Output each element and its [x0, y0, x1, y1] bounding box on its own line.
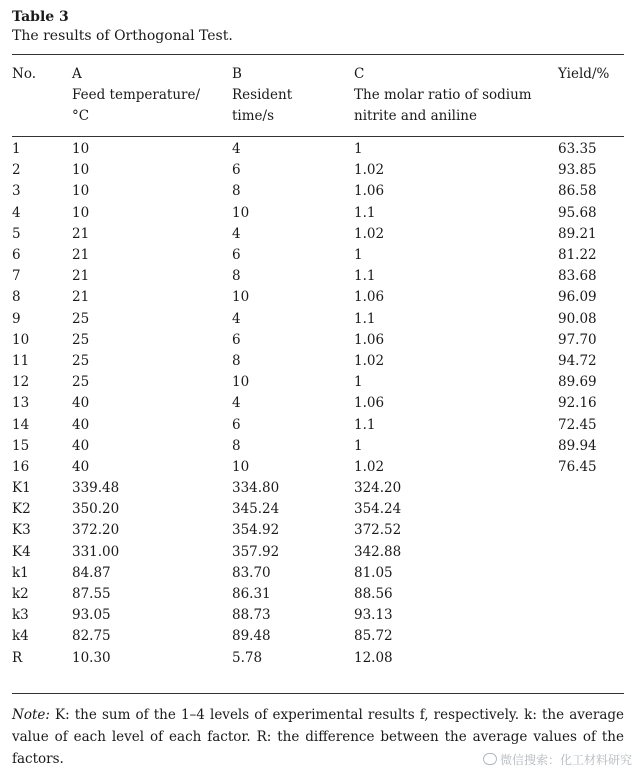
cell-b: 354.92 [232, 522, 280, 539]
cell-b: 6 [232, 416, 241, 433]
note-text: K: the sum of the 1–4 levels of experimental results f, respectively. k: the average value of each level of each factor. R: the difference between the average values of the factors. [12, 707, 624, 767]
cell-a: 25 [72, 374, 90, 391]
cell-c: 1.02 [354, 225, 385, 242]
cell-c: 12.08 [354, 649, 393, 666]
table-row [12, 266, 624, 287]
cell-c: 342.88 [354, 543, 402, 560]
cell-b: 6 [232, 331, 241, 348]
cell-no: 14 [12, 416, 30, 433]
table-row [12, 372, 624, 393]
table-caption [12, 8, 233, 46]
cell-a: 10.30 [72, 649, 111, 666]
cell-yield: 93.85 [558, 162, 597, 179]
cell-a: 40 [72, 395, 90, 412]
table-title: The results of Orthogonal Test. [12, 28, 233, 44]
cell-a: 82.75 [72, 628, 111, 645]
top-rule [12, 54, 624, 55]
cell-b: 8 [232, 268, 241, 285]
table-row [12, 605, 624, 626]
table-row [12, 563, 624, 584]
cell-yield: 89.21 [558, 225, 597, 242]
cell-no: 2 [12, 162, 21, 179]
cell-yield: 81.22 [558, 247, 597, 264]
cell-no: 10 [12, 331, 30, 348]
cell-b: 5.78 [232, 649, 263, 666]
cell-c: 1.06 [354, 395, 385, 412]
cell-yield [558, 584, 624, 605]
cell-yield: 94.72 [558, 352, 597, 369]
cell-b: 357.92 [232, 543, 280, 560]
cell-b: 83.70 [232, 564, 271, 581]
cell-a: 10 [72, 183, 90, 200]
cell-no: k2 [12, 586, 29, 603]
orthogonal-test-table [12, 64, 624, 669]
cell-c: 88.56 [354, 586, 393, 603]
cell-no: 8 [12, 289, 21, 306]
cell-c: 1.06 [354, 289, 385, 306]
bottom-rule [12, 693, 624, 694]
cell-b: 89.48 [232, 628, 271, 645]
cell-a: 87.55 [72, 586, 111, 603]
cell-a: 372.20 [72, 522, 120, 539]
table-label: Table 3 [12, 9, 69, 25]
cell-no: K4 [12, 543, 31, 560]
cell-no: 9 [12, 310, 21, 327]
cell-c: 1 [354, 247, 363, 264]
cell-c: 1 [354, 374, 363, 391]
cell-yield: 72.45 [558, 416, 597, 433]
cell-c: 85.72 [354, 628, 393, 645]
table-row [12, 626, 624, 647]
cell-no: K3 [12, 522, 31, 539]
cell-c: 93.13 [354, 607, 393, 624]
cell-no: K1 [12, 480, 31, 497]
cell-a: 21 [72, 289, 90, 306]
table-row [12, 584, 624, 605]
cell-b: 345.24 [232, 501, 280, 518]
cell-yield [558, 520, 624, 541]
table-row [12, 309, 624, 330]
cell-b: 4 [232, 310, 241, 327]
cell-no: 6 [12, 247, 21, 264]
watermark-text: 微信搜索：化工材料研究 [499, 753, 632, 767]
cell-no: 11 [12, 352, 30, 369]
cell-c: 354.24 [354, 501, 402, 518]
cell-yield [558, 542, 624, 563]
table-row [12, 520, 624, 541]
cell-yield: 96.09 [558, 289, 597, 306]
cell-a: 40 [72, 416, 90, 433]
cell-c: 1.1 [354, 268, 376, 285]
cell-b: 10 [232, 374, 250, 391]
cell-c: 1.06 [354, 183, 385, 200]
cell-b: 334.80 [232, 480, 280, 497]
cell-a: 350.20 [72, 501, 120, 518]
cell-yield [558, 563, 624, 584]
cell-yield: 86.58 [558, 183, 597, 200]
cell-a: 10 [72, 162, 90, 179]
cell-a: 10 [72, 204, 90, 221]
table-row [12, 478, 624, 499]
cell-c: 1.02 [354, 458, 385, 475]
table-row [12, 330, 624, 351]
header-b: B Resident time/s [232, 66, 293, 124]
cell-c: 1.06 [354, 331, 385, 348]
cell-b: 8 [232, 352, 241, 369]
table-row [12, 351, 624, 372]
cell-yield [558, 605, 624, 626]
table-body [12, 127, 624, 669]
table-row [12, 224, 624, 245]
table-row [12, 181, 624, 202]
cell-a: 21 [72, 225, 90, 242]
cell-c: 81.05 [354, 564, 393, 581]
cell-a: 21 [72, 247, 90, 264]
header-no: No. [12, 66, 36, 82]
cell-no: 5 [12, 225, 21, 242]
cell-c: 1.02 [354, 352, 385, 369]
cell-yield [558, 478, 624, 499]
cell-no: R [12, 649, 23, 666]
cell-no: 15 [12, 437, 30, 454]
table-row [12, 160, 624, 181]
header-a: A Feed temperature/ °C [72, 66, 200, 124]
cell-a: 84.87 [72, 564, 111, 581]
cell-c: 1.1 [354, 204, 376, 221]
table-row [12, 457, 624, 478]
cell-yield: 63.35 [558, 141, 597, 158]
cell-c: 1.1 [354, 416, 376, 433]
cell-b: 4 [232, 141, 241, 158]
cell-no: k4 [12, 628, 29, 645]
cell-a: 93.05 [72, 607, 111, 624]
cell-yield: 95.68 [558, 204, 597, 221]
table-row [12, 245, 624, 266]
cell-a: 339.48 [72, 480, 120, 497]
cell-b: 8 [232, 437, 241, 454]
table-row [12, 499, 624, 520]
cell-no: 12 [12, 374, 30, 391]
cell-no: k1 [12, 564, 29, 581]
table-row [12, 127, 624, 160]
cell-no: K2 [12, 501, 31, 518]
cell-c: 1.02 [354, 162, 385, 179]
cell-a: 25 [72, 310, 90, 327]
cell-yield: 90.08 [558, 310, 597, 327]
table-row [12, 203, 624, 224]
cell-b: 86.31 [232, 586, 271, 603]
cell-yield [558, 648, 624, 669]
table-row [12, 393, 624, 414]
table-row [12, 287, 624, 308]
cell-no: 7 [12, 268, 21, 285]
cell-b: 10 [232, 289, 250, 306]
cell-no: 13 [12, 395, 30, 412]
cell-a: 331.00 [72, 543, 120, 560]
cell-no: 3 [12, 183, 21, 200]
cell-yield [558, 626, 624, 647]
watermark [483, 751, 632, 768]
table-row [12, 436, 624, 457]
table-header-row [12, 64, 624, 127]
table-row [12, 542, 624, 563]
cell-a: 21 [72, 268, 90, 285]
cell-b: 4 [232, 225, 241, 242]
cell-no: 1 [12, 141, 21, 158]
table-row [12, 648, 624, 669]
cell-a: 25 [72, 331, 90, 348]
note-label: Note: [12, 707, 50, 723]
cell-yield: 89.94 [558, 437, 597, 454]
cell-b: 10 [232, 458, 250, 475]
cell-yield: 89.69 [558, 374, 597, 391]
table-row [12, 414, 624, 435]
cell-b: 8 [232, 183, 241, 200]
cell-b: 10 [232, 204, 250, 221]
cell-b: 88.73 [232, 607, 271, 624]
cell-yield: 76.45 [558, 458, 597, 475]
cell-yield [558, 499, 624, 520]
cell-a: 40 [72, 437, 90, 454]
header-yield: Yield/% [558, 66, 610, 82]
cell-c: 324.20 [354, 480, 402, 497]
cell-a: 25 [72, 352, 90, 369]
cell-c: 372.52 [354, 522, 402, 539]
cell-yield: 83.68 [558, 268, 597, 285]
cell-no: 16 [12, 458, 30, 475]
cell-no: k3 [12, 607, 29, 624]
cell-c: 1.1 [354, 310, 376, 327]
cell-c: 1 [354, 437, 363, 454]
cell-b: 6 [232, 162, 241, 179]
cell-yield: 92.16 [558, 395, 597, 412]
cell-yield: 97.70 [558, 331, 597, 348]
cell-b: 4 [232, 395, 241, 412]
wechat-icon [483, 753, 497, 765]
cell-a: 40 [72, 458, 90, 475]
cell-b: 6 [232, 247, 241, 264]
cell-c: 1 [354, 141, 363, 158]
cell-no: 4 [12, 204, 21, 221]
header-c: C The molar ratio of sodium nitrite and aniline [354, 66, 532, 124]
cell-a: 10 [72, 141, 90, 158]
